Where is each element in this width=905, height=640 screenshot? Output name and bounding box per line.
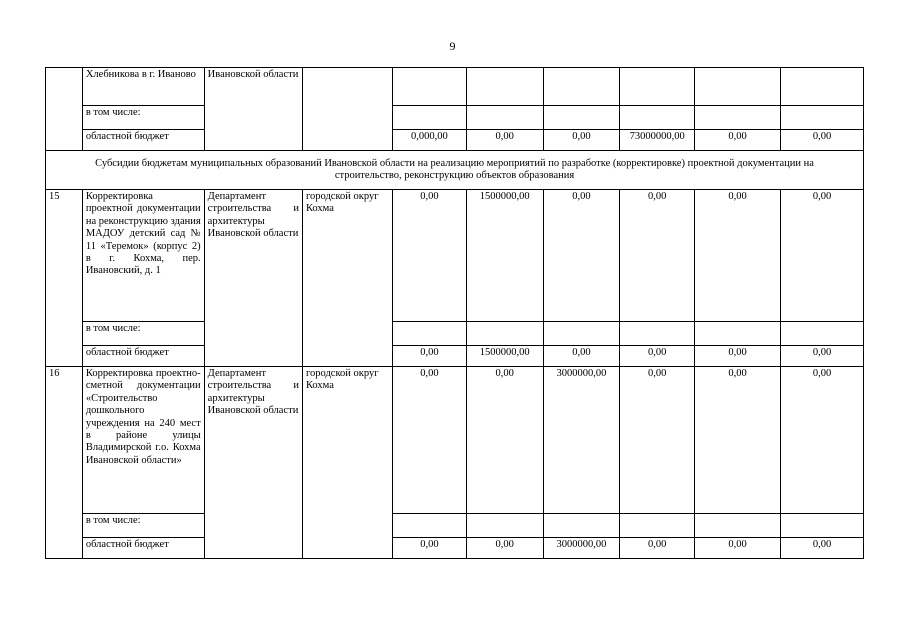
value-cell [620,68,695,106]
value-cell: 0,00 [543,346,620,367]
value-cell: 0,00 [620,367,695,514]
value-cell [393,514,467,538]
table-row [46,106,864,130]
value-cell [781,68,864,106]
value-cell [695,322,781,346]
value-cell: 0,00 [620,190,695,322]
value-cell: 0,00 [695,367,781,514]
value-cell: 0,000,00 [393,130,467,151]
value-cell: 0,00 [393,190,467,322]
value-cell: 73000000,00 [620,130,695,151]
value-cell [543,106,620,130]
value-cell: 0,00 [543,130,620,151]
value-cell [466,68,543,106]
value-cell: 0,00 [695,346,781,367]
table-row [46,190,864,322]
value-cell: 0,00 [695,130,781,151]
value-cell: 0,00 [781,190,864,322]
item-name-cell: Корректировка проектной документации на реконструкцию здания МАДОУ детский сад № 11 «Теремок» (корпус 2) в г. Кохма, пер. Ивановский, д. 1 [82,190,204,322]
value-cell: 0,00 [781,346,864,367]
table-row [46,68,864,106]
table-row [46,130,864,151]
section-title: Субсидии бюджетам муниципальных образований Ивановской области на реализацию мероприятий по разработке (корректировке) проектной документации на строительство, реконструкцию объектов образования [46,151,864,190]
value-cell: 3000000,00 [543,367,620,514]
value-cell: 0,00 [695,538,781,559]
value-cell [393,322,467,346]
executor-cell: Департамент строительства и архитектуры Ивановской области [204,190,302,367]
in-total-label: в том числе: [82,106,204,130]
value-cell [781,514,864,538]
budget-label: областной бюджет [82,130,204,151]
value-cell [393,106,467,130]
value-cell: 0,00 [393,346,467,367]
table-row [46,151,864,190]
value-cell: 0,00 [620,538,695,559]
value-cell [695,106,781,130]
value-cell: 1500000,00 [466,190,543,322]
value-cell [781,106,864,130]
value-cell [781,322,864,346]
value-cell: 0,00 [543,190,620,322]
table-row [46,346,864,367]
item-name-cell: Хлебникова в г. Иваново [82,68,204,106]
value-cell [620,322,695,346]
value-cell [695,68,781,106]
value-cell: 0,00 [393,538,467,559]
table-row [46,322,864,346]
value-cell: 0,00 [466,130,543,151]
value-cell: 0,00 [620,346,695,367]
row-number-cell [46,68,83,151]
value-cell: 0,00 [781,538,864,559]
value-cell [543,68,620,106]
value-cell [543,514,620,538]
in-total-label: в том числе: [82,514,204,538]
budget-table [45,67,864,559]
executor-cell: Ивановской области [204,68,302,151]
budget-label: областной бюджет [82,346,204,367]
value-cell: 0,00 [393,367,467,514]
row-number-cell: 15 [46,190,83,367]
recipient-cell [302,68,392,151]
table-row [46,514,864,538]
value-cell [393,68,467,106]
table-row [46,538,864,559]
value-cell: 0,00 [695,190,781,322]
value-cell: 0,00 [781,367,864,514]
value-cell: 0,00 [781,130,864,151]
page-number: 9 [449,39,456,53]
item-name-cell: Корректировка проектно-сметной документации «Строительство дошкольного учреждения на 240 мест в районе улицы Владимирской г.о. Кохма Ивановской области» [82,367,204,514]
value-cell [466,106,543,130]
value-cell [466,514,543,538]
value-cell: 0,00 [466,538,543,559]
recipient-cell: городской округ Кохма [302,367,392,559]
executor-cell: Департамент строительства и архитектуры Ивановской области [204,367,302,559]
value-cell [543,322,620,346]
value-cell: 3000000,00 [543,538,620,559]
value-cell: 0,00 [466,367,543,514]
recipient-cell: городской округ Кохма [302,190,392,367]
value-cell [620,514,695,538]
table-row [46,367,864,514]
value-cell [620,106,695,130]
value-cell [466,322,543,346]
value-cell: 1500000,00 [466,346,543,367]
budget-label: областной бюджет [82,538,204,559]
row-number-cell: 16 [46,367,83,559]
in-total-label: в том числе: [82,322,204,346]
value-cell [695,514,781,538]
